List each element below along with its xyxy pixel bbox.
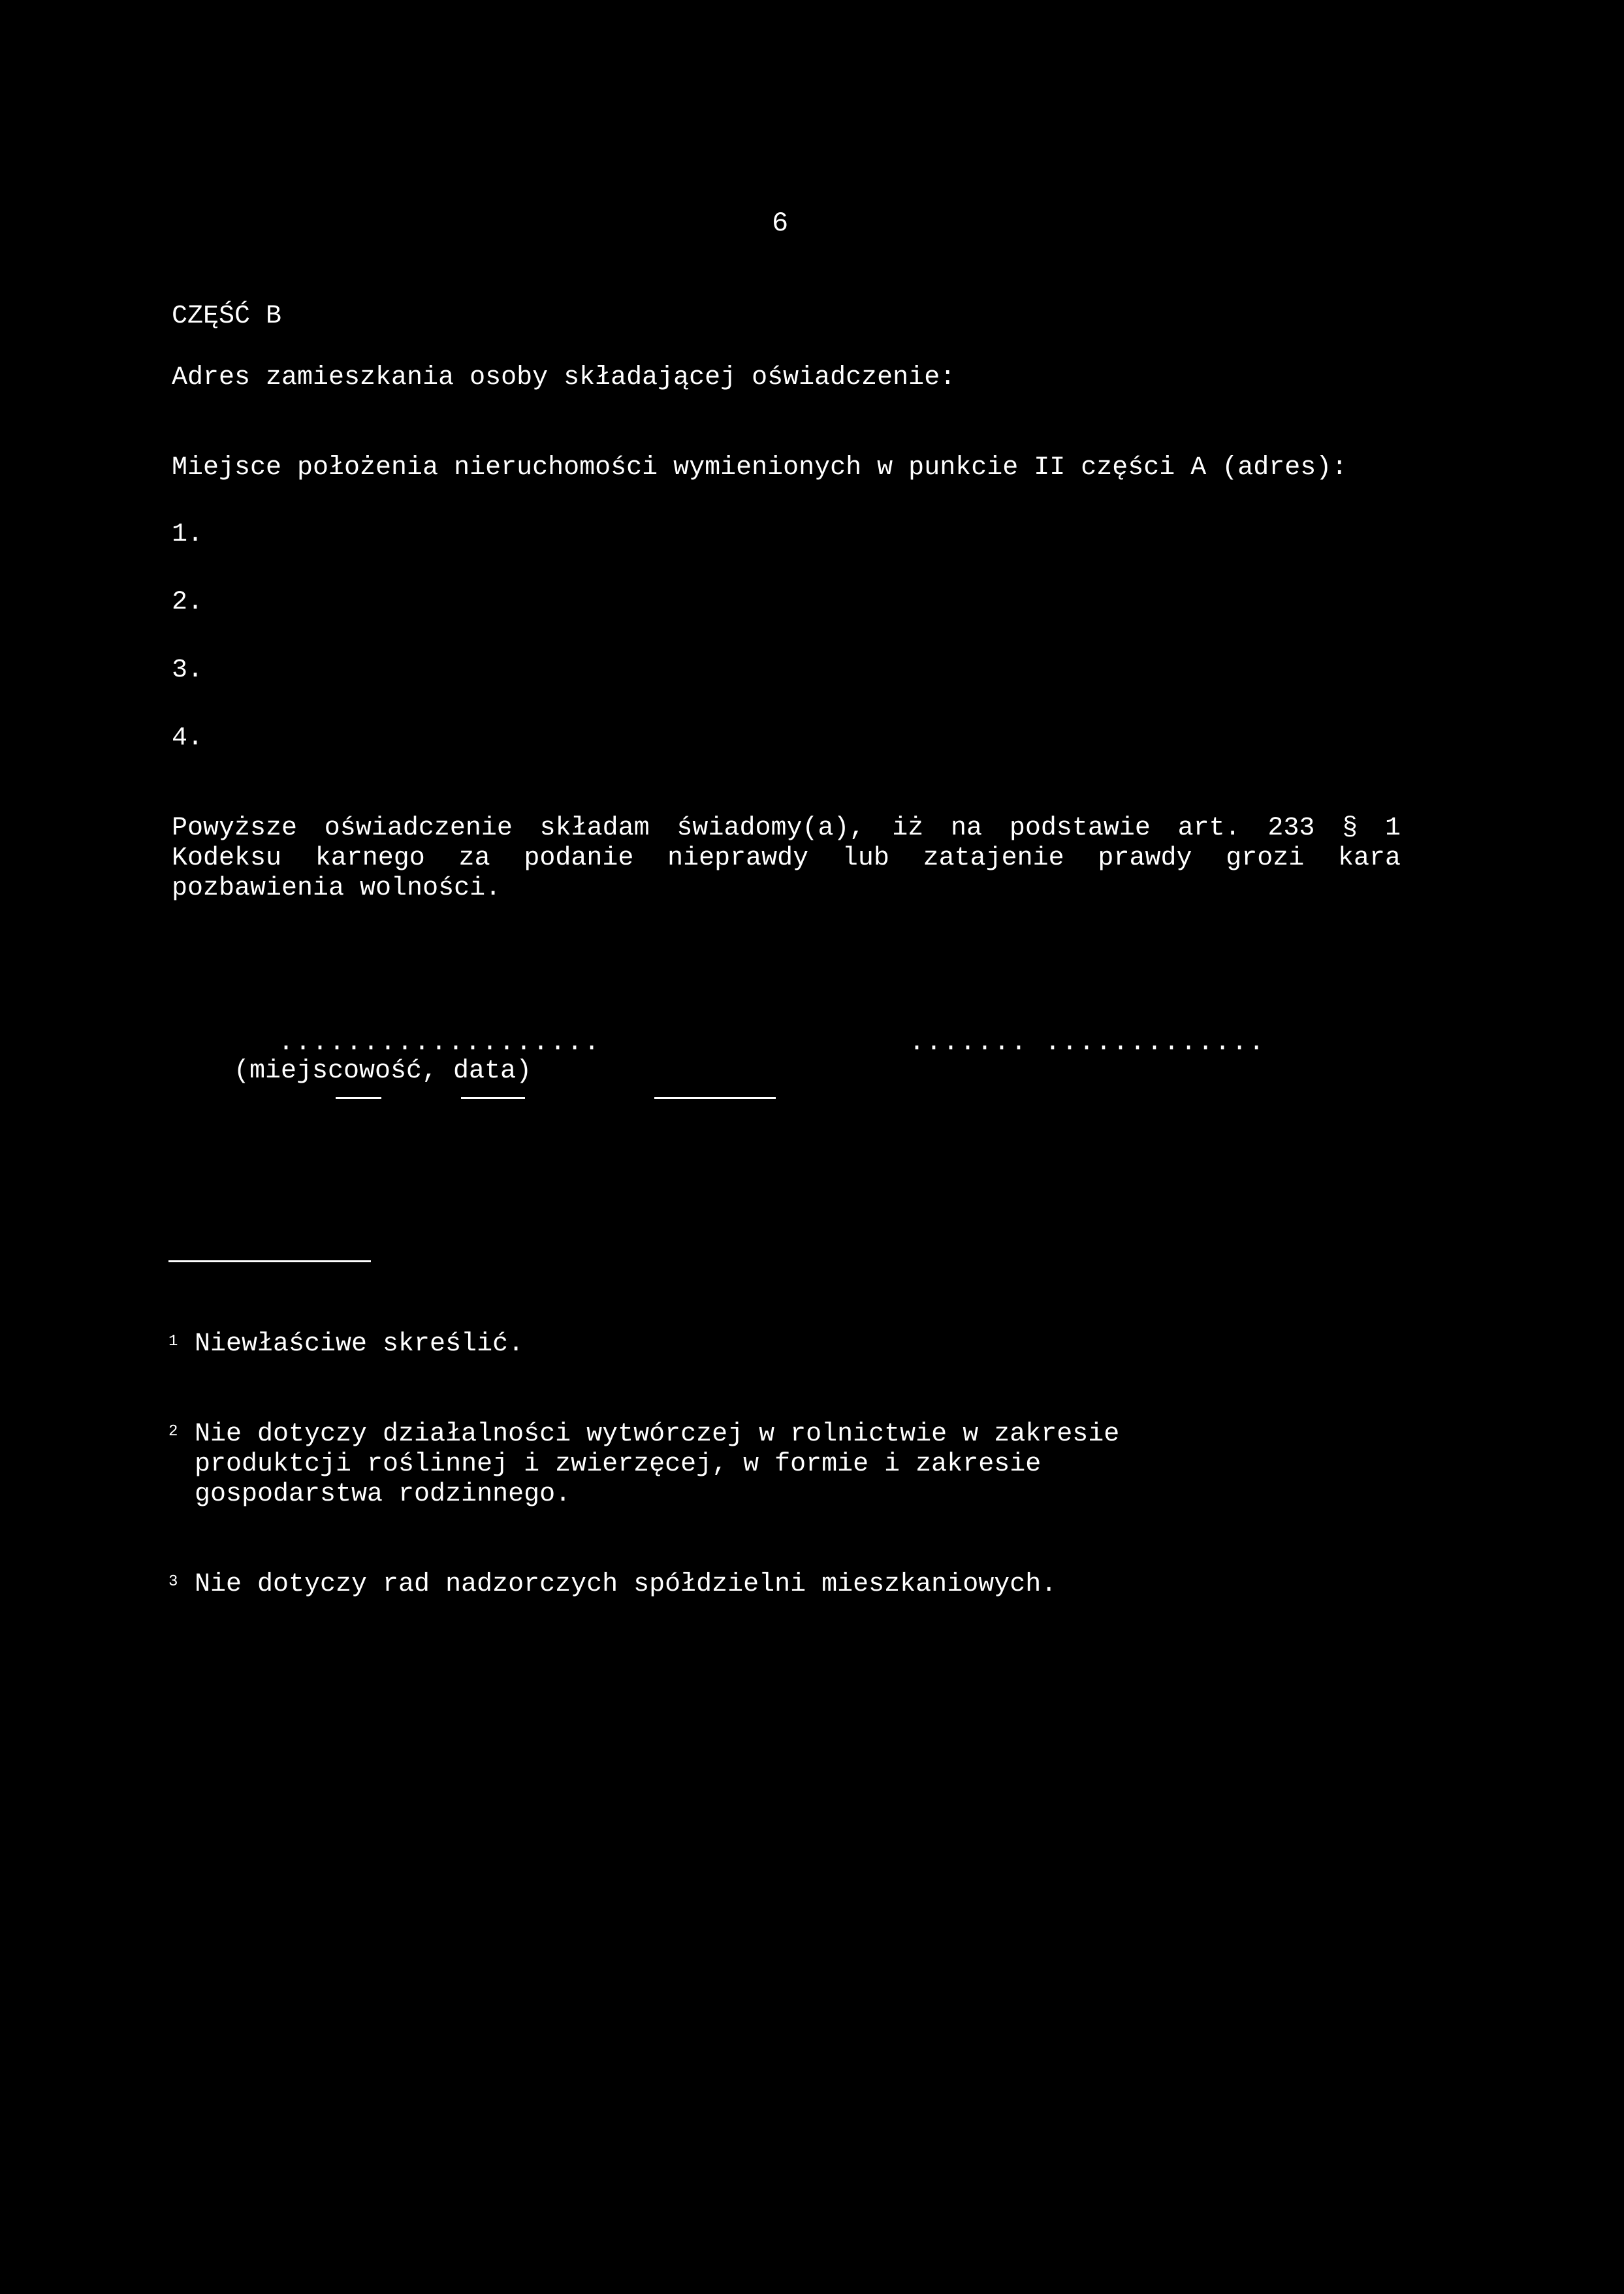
property-item-4: 4. [172,724,204,753]
footnote-1 [168,1330,1119,1360]
footnote-text: Nie dotyczy działalności wytwórczej w rolnictwie w zakresie produktcji roślinnej i zwierzęcej, w formie i zakresie gospodarstwa rodzinnego. [195,1420,1120,1509]
signature-dotted-line: ....... ............. [909,1028,1266,1058]
section-title: CZĘŚĆ B [172,302,282,331]
footnote-3 [168,1570,1119,1600]
caption-underline [336,1097,381,1099]
address-label: Adres zamieszkania osoby składającej oświadczenie: [172,363,956,392]
footnote-mark: 1 [168,1333,178,1350]
place-date-caption: (miejscowość, data) [234,1057,532,1086]
page-number: 6 [772,208,789,239]
footnote-mark: 2 [168,1423,178,1441]
footnote-mark: 3 [168,1573,178,1591]
caption-underline [654,1097,776,1099]
statement-line-3: pozbawienia wolności. [172,874,502,903]
footnote-rule [168,1260,371,1262]
declaration-statement [172,814,1401,904]
property-item-2: 2. [172,588,204,617]
statement-line-2: Kodeksu karnego za podanie nieprawdy lub zatajenie prawdy grozi kara [172,844,1401,873]
property-location-label: Miejsce położenia nieruchomości wymienionych w punkcie II części A (adres): [172,453,1348,483]
property-item-3: 3. [172,656,204,685]
property-item-1: 1. [172,520,204,549]
footnote-2 [168,1420,1119,1510]
property-list [172,496,203,780]
caption-underline [461,1097,525,1099]
footnotes [168,1269,1119,1630]
place-date-dotted-line: ................... [278,1028,601,1058]
footnote-text: Niewłaściwe skreślić. [195,1330,524,1359]
statement-line-1: Powyższe oświadczenie składam świadomy(a), iż na podstawie art. 233 § 1 [172,814,1401,843]
footnote-text: Nie dotyczy rad nadzorczych spółdzielni mieszkaniowych. [195,1570,1057,1599]
